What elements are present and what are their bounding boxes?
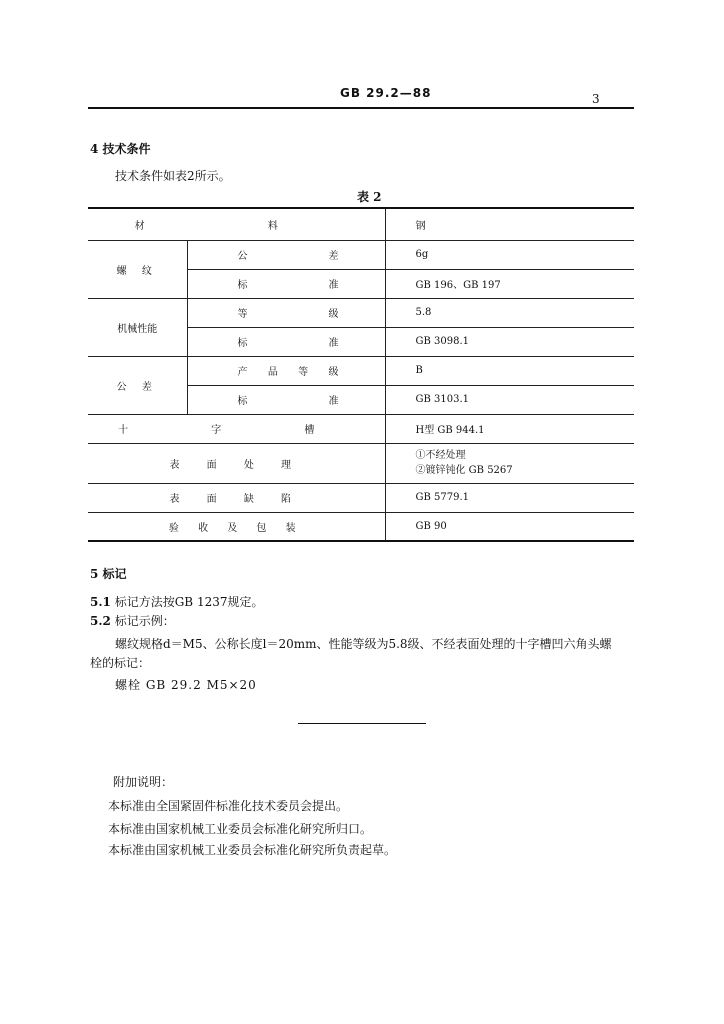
cross-recess-label: 十 字 槽 — [88, 414, 385, 443]
table-row — [88, 512, 634, 541]
cell-label: 等 — [298, 367, 309, 378]
standard-number: GB 29.2—88 — [340, 86, 432, 100]
cell-label: 产 — [237, 367, 248, 378]
acceptance-label: 验 收 及 包 装 — [88, 512, 385, 541]
col-steel: 钢 — [385, 208, 634, 240]
section-5-heading: 5 标记 — [90, 567, 127, 581]
table-row — [88, 483, 634, 512]
product-grade: B — [385, 356, 634, 385]
cell-label: 级 — [328, 367, 339, 378]
page-number: 3 — [592, 92, 600, 106]
clause-number: 5.1 — [90, 595, 111, 609]
table-row — [88, 443, 634, 483]
table-row — [88, 356, 634, 385]
end-rule — [298, 723, 426, 724]
cell-label: 差 — [328, 251, 339, 262]
clause-5-1 — [90, 593, 263, 610]
cell-label: 准 — [328, 338, 339, 349]
note-line: 本标准由国家机械工业委员会标准化研究所归口。 — [108, 822, 373, 836]
col-material: 材 料 — [88, 208, 385, 240]
surface-treatment-option-2: ②镀锌钝化 GB 5267 — [415, 465, 513, 476]
notes-title: 附加说明： — [113, 775, 174, 789]
mech-grade: 5.8 — [385, 298, 634, 327]
example-text-line-2: 栓的标记： — [90, 656, 151, 670]
section-4-heading: 4 技术条件 — [90, 142, 151, 156]
table-row — [88, 240, 634, 269]
cell-label: 标 — [237, 396, 248, 407]
mech-standard: GB 3098.1 — [385, 327, 634, 356]
surface-treatment-label: 表 面 处 理 — [88, 443, 385, 483]
table-row — [88, 298, 634, 327]
cross-recess-value: H型 GB 944.1 — [385, 414, 634, 443]
cell-label: 公 — [237, 251, 248, 262]
tolerance-group: 公 差 — [88, 356, 187, 414]
thread-standard: GB 196、GB 197 — [385, 269, 634, 298]
table-row — [88, 414, 634, 443]
cell-label: 等 — [237, 309, 248, 320]
table-header-row — [88, 208, 634, 240]
example-text-line-1: 螺纹规格d＝M5、公称长度l＝20mm、性能等级为5.8级、不经表面处理的十字槽凹六角头螺 — [115, 637, 612, 651]
cell-label: 级 — [328, 309, 339, 320]
thread-group: 螺 纹 — [88, 240, 187, 298]
note-line: 本标准由国家机械工业委员会标准化研究所负责起草。 — [108, 843, 397, 857]
spec-table — [88, 207, 634, 542]
clause-number: 5.2 — [90, 614, 111, 628]
clause-text: 标记示例： — [114, 614, 175, 628]
header-rule — [88, 107, 634, 109]
cell-label: 准 — [328, 280, 339, 291]
surface-treatment-option-1: ①不经处理 — [415, 450, 466, 461]
cell-label: 标 — [237, 280, 248, 291]
clause-5-2 — [90, 612, 175, 629]
cell-label: 准 — [328, 396, 339, 407]
cell-label: 品 — [267, 367, 278, 378]
clause-text: 标记方法按GB 1237规定。 — [114, 595, 264, 609]
surface-defects-value: GB 5779.1 — [385, 483, 634, 512]
thread-tolerance: 6g — [385, 240, 634, 269]
surface-defects-label: 表 面 缺 陷 — [88, 483, 385, 512]
acceptance-value: GB 90 — [385, 512, 634, 541]
table-caption: 表 2 — [357, 190, 382, 204]
tolerance-standard: GB 3103.1 — [385, 385, 634, 414]
note-line: 本标准由全国紧固件标准化技术委员会提出。 — [108, 799, 349, 813]
section-4-intro: 技术条件如表2所示。 — [115, 169, 231, 183]
mech-group: 机械性能 — [88, 298, 187, 356]
cell-label: 标 — [237, 338, 248, 349]
marking-example: 螺栓 GB 29.2 M5×20 — [115, 678, 257, 692]
